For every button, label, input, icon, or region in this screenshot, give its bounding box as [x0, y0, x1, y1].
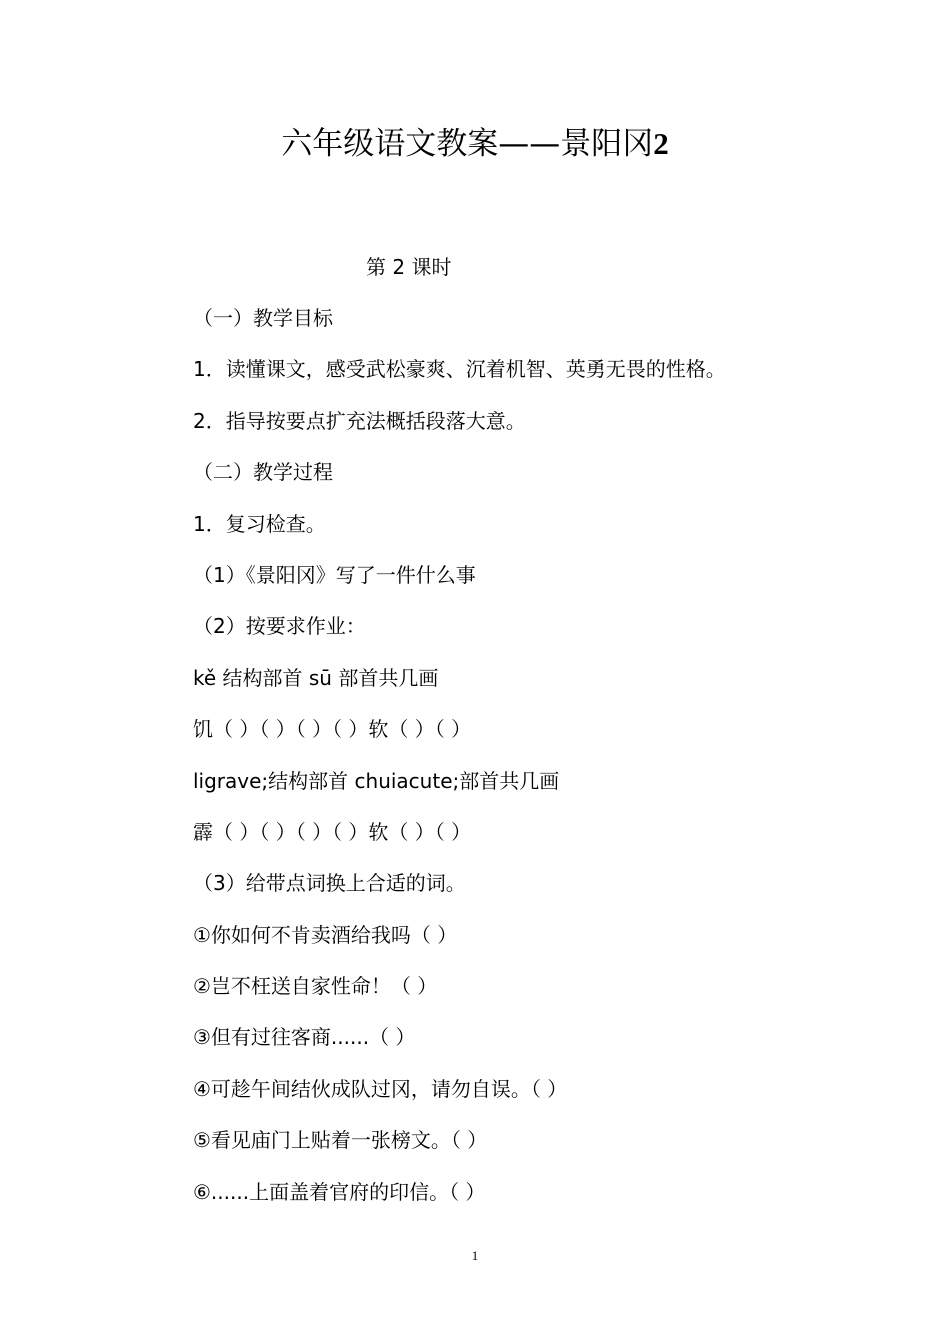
objective-item: 2．指导按要点扩充法概括段落大意。: [193, 408, 526, 433]
document-title-number: 2: [653, 126, 669, 161]
review-question: （2）按要求作业：: [193, 614, 366, 639]
exercise-item: ⑥......上面盖着官府的印信。（ ）: [193, 1179, 486, 1204]
section-heading-process: （二）教学过程: [193, 460, 333, 485]
exercise-header: ligrave;结构部首 chuiacute;部首共几画: [193, 768, 560, 793]
page-number: 1: [471, 1248, 479, 1263]
document-body: [193, 303, 913, 1228]
document-title: [0, 122, 950, 166]
exercise-header: kě 结构部首 sū 部首共几画: [193, 665, 439, 690]
process-step: 1．复习检查。: [193, 511, 326, 536]
review-question: （1）《景阳冈》写了一件什么事: [193, 562, 476, 587]
section-heading-objectives: （一）教学目标: [193, 306, 333, 330]
exercise-item: ②岂不枉送自家性命！（ ）: [193, 974, 438, 999]
review-question: （3）给带点词换上合适的词。: [193, 871, 466, 896]
exercise-item: ④可趁午间结伙成队过冈，请勿自误。（ ）: [193, 1076, 568, 1101]
exercise-item: ①你如何不肯卖酒给我吗（ ）: [193, 922, 458, 947]
exercise-row: 饥（ ）（ ）（ ）（ ）软（ ）（ ）: [193, 717, 472, 742]
document-title-text: 六年级语文教案——景阳冈: [281, 126, 654, 162]
lesson-period: 第 2 课时: [366, 255, 452, 279]
exercise-row: 霹（ ）（ ）（ ）（ ）软（ ）（ ）: [193, 819, 472, 844]
objective-item: 1．读懂课文，感受武松豪爽、沉着机智、英勇无畏的性格。: [193, 357, 726, 382]
exercise-item: ⑤看见庙门上贴着一张榜文。（ ）: [193, 1128, 488, 1153]
exercise-item: ③但有过往客商......（ ）: [193, 1025, 416, 1050]
